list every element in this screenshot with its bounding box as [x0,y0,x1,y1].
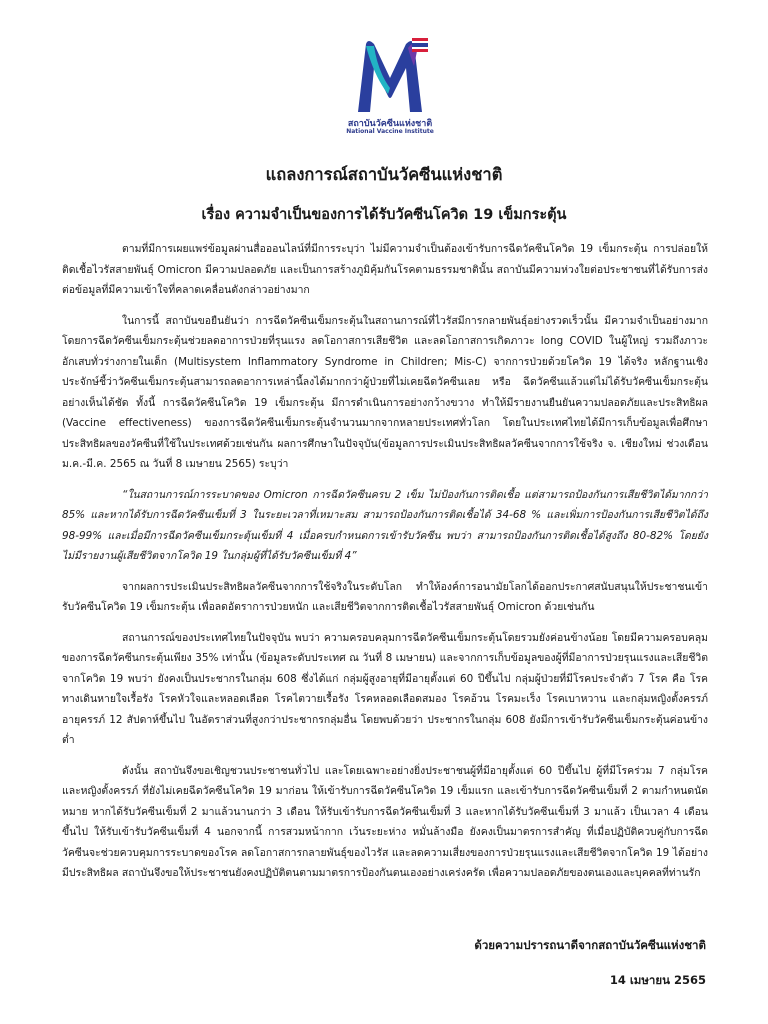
nvi-logo-icon [344,36,436,116]
document-subject: เรื่อง ความจำเป็นของการได้รับวัคซีนโควิด 19 เข็มกระตุ้น [201,207,567,223]
logo-name-en: National Vaccine Institute [346,128,434,135]
paragraph-who: จากผลการประเมินประสิทธิผลวัคซีนจากการใช้จริงในระดับโลก ทำให้องค์การอนามัยโลกได้ออกประกาศสนับสนุนให้ประชาชนเข้ารับวัคซีนโควิด 19 เข็มกระตุ้น เพื่อลดอัตราการป่วยหนัก และเสียชีวิตจากการติดเชื้อไวรัสสายพันธุ์ Omicron ด้วยเช่นกัน [62,580,708,613]
logo-name-th: สถาบันวัคซีนแห่งชาติ [347,119,433,129]
paragraph-invitation: ดังนั้น สถาบันจึงขอเชิญชวนประชาชนทั่วไป และโดยเฉพาะอย่างยิ่งประชาชนผู้ที่มีอายุตั้งแต่ 60 ปีขึ้นไป ผู้ที่มีโรคร่วม 7 กลุ่มโรค และหญิงตั้งครรภ์ ที่ยังไม่เคยฉีดวัคซีนโควิด 19 มาก่อน ให้เข้ารับการฉีดวัคซีนโควิด 19 เข็มแรก และเข้ารับการฉีดวัคซีนเข็มที่ 2 ตามกำหนดนัดหมาย หากได้รับวัคซีนเข็มที่ 2 มาแล้วนานกว่า 3 เดือน ให้รับเข้ารับการฉีดวัคซีนเข็มที่ 3 และหากได้รับวัคซีนเข็มที่ 3 มาแล้ว เป็นเวลา 4 เดือนขึ้นไป ให้รับเข้ารับวัคซีนเข็มที่ 4 นอกจากนี้ การสวมหน้ากาก เว้นระยะห่าง หมั่นล้างมือ ยังคงเป็นมาตรการสำคัญ ที่เมื่อปฏิบัติควบคู่กับการฉีดวัคซีนจะช่วยควบคุมการระบาดของโรค ลดโอกาสการกลายพันธุ์ของไวรัส และลดความเสี่ยงของการป่วยรุนแรงและเสียชีวิตจากโควิด 19 ได้อย่างมีประสิทธิผล สถาบันจึงขอให้ประชาชนยังคงปฏิบัติตนตามมาตรการป้องกันตนเองอย่างเคร่งครัด เพื่อความปลอดภัยของตนเองและบุคคลที่ท่านรัก [62,764,708,879]
institute-logo [344,36,436,140]
closing-signature: ด้วยความปรารถนาดีจากสถาบันวัคซีนแห่งชาติ [474,938,706,952]
document-body [62,239,708,894]
paragraph-situation: สถานการณ์ของประเทศไทยในปัจจุบัน พบว่า ความครอบคลุมการฉีดวัคซีนเข็มกระตุ้นโดยรวมยังค่อนข้างน้อย โดยมีความครอบคลุมของการฉีดวัคซีนกระตุ้นเพียง 35% เท่านั้น (ข้อมูลระดับประเทศ ณ วันที่ 8 เมษายน) และจากการเก็บข้อมูลของผู้ที่มีอาการป่วยรุนแรงและเสียชีวิตจากโควิด 19 พบว่า ยังคงเป็นประชากรในกลุ่ม 608 ซึ่งได้แก่ กลุ่มผู้สูงอายุที่มีอายุตั้งแต่ 60 ปีขึ้นไป กลุ่มผู้ป่วยที่มีโรคประจำตัว 7 โรค คือ โรคทางเดินหายใจเรื้อรัง โรคหัวใจและหลอดเลือด โรคไตวายเรื้อรัง โรคหลอดเลือดสมอง โรคอ้วน โรคมะเร็ง โรคเบาหวาน และกลุ่มหญิงตั้งครรภ์ อายุครรภ์ 12 สัปดาห์ขึ้นไป ในอัตราส่วนที่สูงกว่าประชากรกลุ่มอื่น โดยพบด้วยว่า ประชากรในกลุ่ม 608 ยังมีการเข้ารับวัคซีนเข็มกระตุ้นค่อนข้างต่ำ [62,631,708,746]
document-date: 14 เมษายน 2565 [609,973,706,987]
paragraph-confirmation: ในการนี้ สถาบันขอยืนยันว่า การฉีดวัคซีนเข็มกระตุ้นในสถานการณ์ที่ไวรัสมีการกลายพันธุ์อย่างรวดเร็วนั้น มีความจำเป็นอย่างมาก โดยการฉีดวัคซีนเข็มกระตุ้นช่วยลดอาการป่วยที่รุนแรง ลดโอกาสการเสียชีวิต และลดโอกาสการเกิดภาวะ long COVID ในผู้ใหญ่ รวมถึงภาวะอักเสบทั่วร่างกายในเด็ก (Multisystem Inflammatory Syndrome in Children; Mis-C) จากการป่วยด้วยโควิด 19 ได้จริง หลักฐานเชิงประจักษ์ชี้ว่าวัคซีนเข็มกระตุ้นสามารถลดอาการเหล่านี้ลงได้มากกว่าผู้ป่วยที่ไม่เคยฉีดวัคซีนเลย หรือ ฉีดวัคซีนแล้วแต่ไม่ได้รับวัคซีนเข็มกระตุ้นอย่างเห็นได้ชัด ทั้งนี้ การฉีดวัคซีนโควิด 19 เข็มกระตุ้น มีการดำเนินการอย่างกว้างขวาง ทำให้มีรายงานยืนยันความปลอดภัยและประสิทธิผล (Vaccine effectiveness) ของการฉีดวัคซีนเข็มกระตุ้นจำนวนมากจากหลายประเทศทั่วโลก โดยในประเทศไทยได้มีการเก็บข้อมูลเพื่อศึกษาประสิทธิผลของวัคซีนที่ใช้ในประเทศด้วยเช่นกัน ผลการศึกษาในปัจจุบัน(ข้อมูลการประเมินประสิทธิผลวัคซีนจากการใช้จริง จ. เชียงใหม่ ช่วงเดือน ม.ค.-มี.ค. 2565 ณ วันที่ 8 เมษายน 2565) ระบุว่า [62,314,708,470]
paragraph-intro: ตามที่มีการเผยแพร่ข้อมูลผ่านสื่อออนไลน์ที่มีการระบุว่า ไม่มีความจำเป็นต้องเข้ารับการฉีดวัคซีนโควิด 19 เข็มกระตุ้น การปล่อยให้ติดเชื้อไวรัสสายพันธุ์ Omicron มีความปลอดภัย และเป็นการสร้างภูมิคุ้มกันโรคตามธรรมชาตินั้น สถาบันมีความห่วงใยต่อประชาชนที่ได้รับการส่งต่อข้อมูลที่มีความเข้าใจที่คลาดเคลื่อนดังกล่าวอย่างมาก [62,243,708,296]
document-title: แถลงการณ์สถาบันวัคซีนแห่งชาติ [265,165,503,184]
study-quote: “ในสถานการณ์การระบาดของ Omicron การฉีดวัคซีนครบ 2 เข็ม ไม่ป้องกันการติดเชื้อ แต่สามารถป้องกันการเสียชีวิตได้มากกว่า 85% และหากได้รับการฉีดวัคซีนเข็มที่ 3 ในระยะเวลาที่เหมาะสม สามารถป้องกันการติดเชื้อได้ 34-68 % และเพิ่มการป้องกันการเสียชีวิตได้ถึง 98-99% และเมื่อมีการฉีดวัคซีนเข็มกระตุ้นเข็มที่ 4 เมื่อครบกำหนดการเข้ารับวัคซีน พบว่า สามารถป้องกันการติดเชื้อได้สูงถึง 80-82% โดยยังไม่มีรายงานผู้เสียชีวิตจากโควิด 19 ในกลุ่มผู้ที่ได้รับวัคซีนเข็มที่ 4” [62,488,708,562]
